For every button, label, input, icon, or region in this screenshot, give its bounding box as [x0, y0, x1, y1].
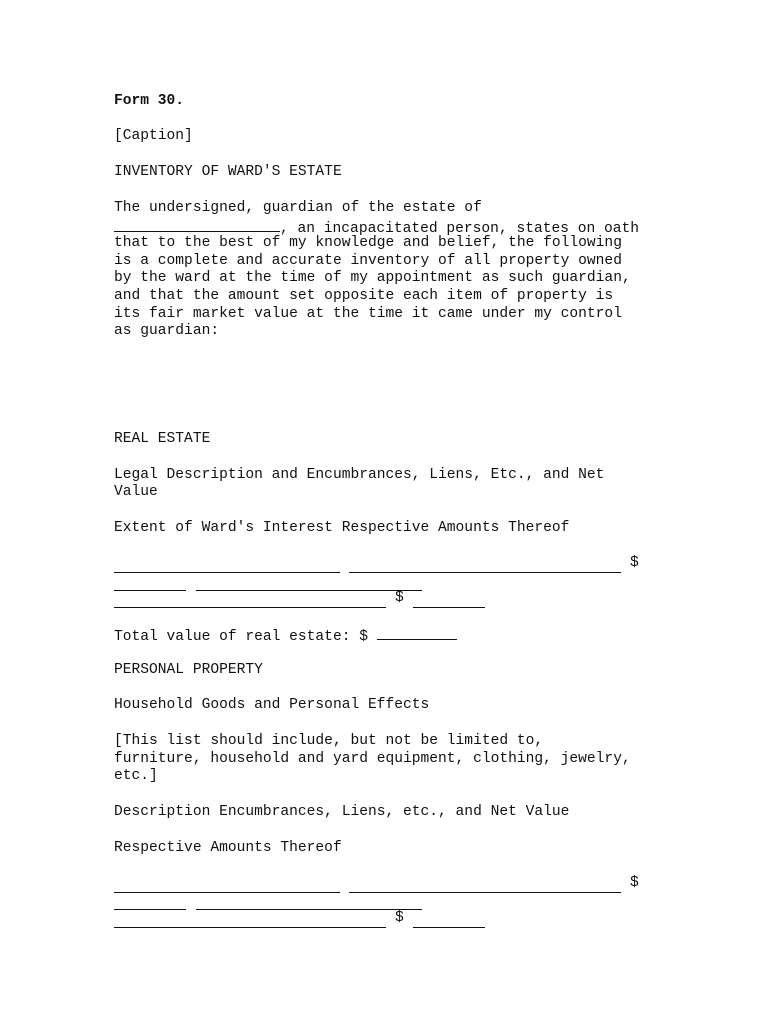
description-blank[interactable] — [114, 559, 340, 573]
instruction-note-line: furniture, household and yard equipment, clothing, jewelry, — [114, 751, 631, 767]
real-estate-column-heading-2: Extent of Ward's Interest Respective Amounts Thereof — [114, 520, 570, 536]
amount-blank[interactable] — [114, 896, 186, 910]
intro-line-text: , an incapacitated person, states on oath — [280, 221, 640, 237]
description-blank[interactable] — [114, 879, 340, 893]
dollar-sign: $ — [395, 590, 404, 606]
total-label: Total value of real estate: $ — [114, 629, 368, 645]
dollar-sign: $ — [630, 875, 639, 891]
intro-line: is a complete and accurate inventory of all property owned — [114, 253, 622, 269]
intro-line: its fair market value at the time it came under my control — [114, 306, 622, 322]
ward-name-blank[interactable] — [114, 218, 280, 232]
interest-blank[interactable] — [114, 594, 386, 608]
interest-blank[interactable] — [349, 559, 621, 573]
dollar-sign: $ — [395, 910, 404, 926]
document-title: INVENTORY OF WARD'S ESTATE — [114, 164, 342, 180]
household-goods-subheading: Household Goods and Personal Effects — [114, 697, 430, 713]
real-estate-heading: REAL ESTATE — [114, 431, 211, 447]
real-estate-total — [114, 626, 654, 647]
personal-property-column-heading-2: Respective Amounts Thereof — [114, 840, 342, 856]
intro-line: as guardian: — [114, 323, 220, 339]
encumbrances-blank[interactable] — [114, 914, 386, 928]
amount-blank[interactable] — [413, 594, 485, 608]
instruction-note-line: etc.] — [114, 768, 158, 784]
total-amount-blank[interactable] — [377, 626, 457, 640]
amount-blank[interactable] — [413, 914, 485, 928]
form-number: Form 30. — [114, 93, 185, 109]
real-estate-column-heading-1: Legal Description and Encumbrances, Liens, Etc., and Net — [114, 467, 605, 483]
intro-line: The undersigned, guardian of the estate of — [114, 200, 482, 216]
intro-line: by the ward at the time of my appointment as such guardian, — [114, 270, 631, 286]
real-estate-column-heading-1-cont: Value — [114, 484, 158, 500]
caption: [Caption] — [114, 128, 193, 144]
personal-property-column-heading-1: Description Encumbrances, Liens, etc., and Net Value — [114, 804, 570, 820]
description-blank[interactable] — [196, 896, 422, 910]
instruction-note-line: [This list should include, but not be limited to, — [114, 733, 544, 749]
intro-line: and that the amount set opposite each item of property is — [114, 288, 614, 304]
personal-property-heading: PERSONAL PROPERTY — [114, 662, 263, 678]
amount-blank[interactable] — [114, 577, 186, 591]
intro-line: that to the best of my knowledge and belief, the following — [114, 235, 622, 251]
description-blank[interactable] — [196, 577, 422, 591]
dollar-sign: $ — [630, 555, 639, 571]
encumbrances-blank[interactable] — [349, 879, 621, 893]
